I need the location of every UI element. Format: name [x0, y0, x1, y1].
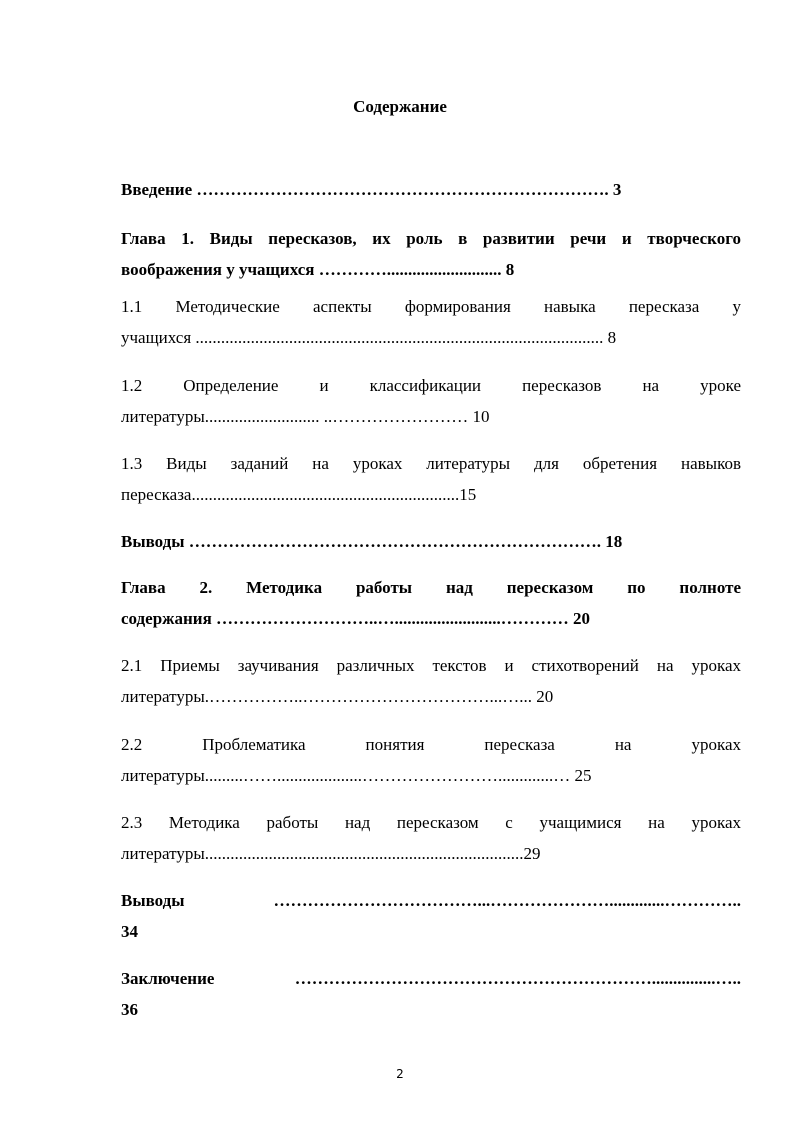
toc-line: Выводы ………………………………………………………………. 18 [121, 532, 623, 551]
toc-line: Глава 2. Методика работы над пересказом по полноте [121, 578, 741, 597]
toc-line: Выводы ………………………………...………………….............………….. [121, 891, 741, 910]
toc-line: 1.2 Определение и классификации пересказов на уроке [121, 376, 741, 395]
toc-entry-section-2-1[interactable] [121, 650, 741, 712]
toc-entry-section-2-3[interactable] [121, 807, 741, 869]
page-title: Содержание [353, 97, 447, 116]
toc-line: литературы........................... ..…………………… 10 [121, 407, 490, 426]
toc-entry-section-1-2[interactable] [121, 370, 741, 432]
toc-line: 36 [121, 1000, 138, 1019]
toc-line: пересказа...............................................................15 [121, 485, 477, 504]
toc-entry-section-2-2[interactable] [121, 729, 741, 791]
toc-line: 34 [121, 922, 138, 941]
toc-line: 1.3 Виды заданий на уроках литературы для обретения навыков [121, 454, 741, 473]
toc-entry-section-1-1[interactable] [121, 291, 741, 353]
toc-line: Введение ………………………………………………………………. 3 [121, 180, 622, 199]
toc-line: 2.2 Проблематика понятия пересказа на уроках [121, 735, 741, 754]
toc-entry-chapter-2[interactable] [121, 572, 741, 634]
toc-entry-introduction[interactable] [121, 174, 741, 205]
toc-line: содержания ………………………..….........................………… 20 [121, 609, 591, 628]
toc-line: 1.1 Методические аспекты формирования навыка пересказа у [121, 297, 741, 316]
page-number: 2 [396, 1067, 404, 1081]
toc-entry-conclusion[interactable] [121, 963, 741, 1025]
toc-entry-chapter-1[interactable] [121, 223, 741, 285]
toc-line: литературы.........……....................…………………….............… 25 [121, 766, 592, 785]
toc-line: Заключение ………………………………………………………...............….. [121, 969, 741, 988]
toc-line: 2.3 Методика работы над пересказом с учащимися на уроках [121, 813, 741, 832]
toc-entry-section-1-3[interactable] [121, 448, 741, 510]
toc-line: 2.1 Приемы заучивания различных текстов и стихотворений на уроках [121, 656, 741, 675]
toc-line: учащихся ................................................................................................ 8 [121, 328, 617, 347]
toc-line: воображения у учащихся …………........................... 8 [121, 260, 515, 279]
toc-line: литературы...........................................................................29 [121, 844, 541, 863]
toc-entry-conclusions-1[interactable] [121, 526, 741, 557]
toc-entry-conclusions-2[interactable] [121, 885, 741, 947]
toc-line: литературы.……………..……………………………...…... 20 [121, 687, 554, 706]
toc-line: Глава 1. Виды пересказов, их роль в развитии речи и творческого [121, 229, 741, 248]
